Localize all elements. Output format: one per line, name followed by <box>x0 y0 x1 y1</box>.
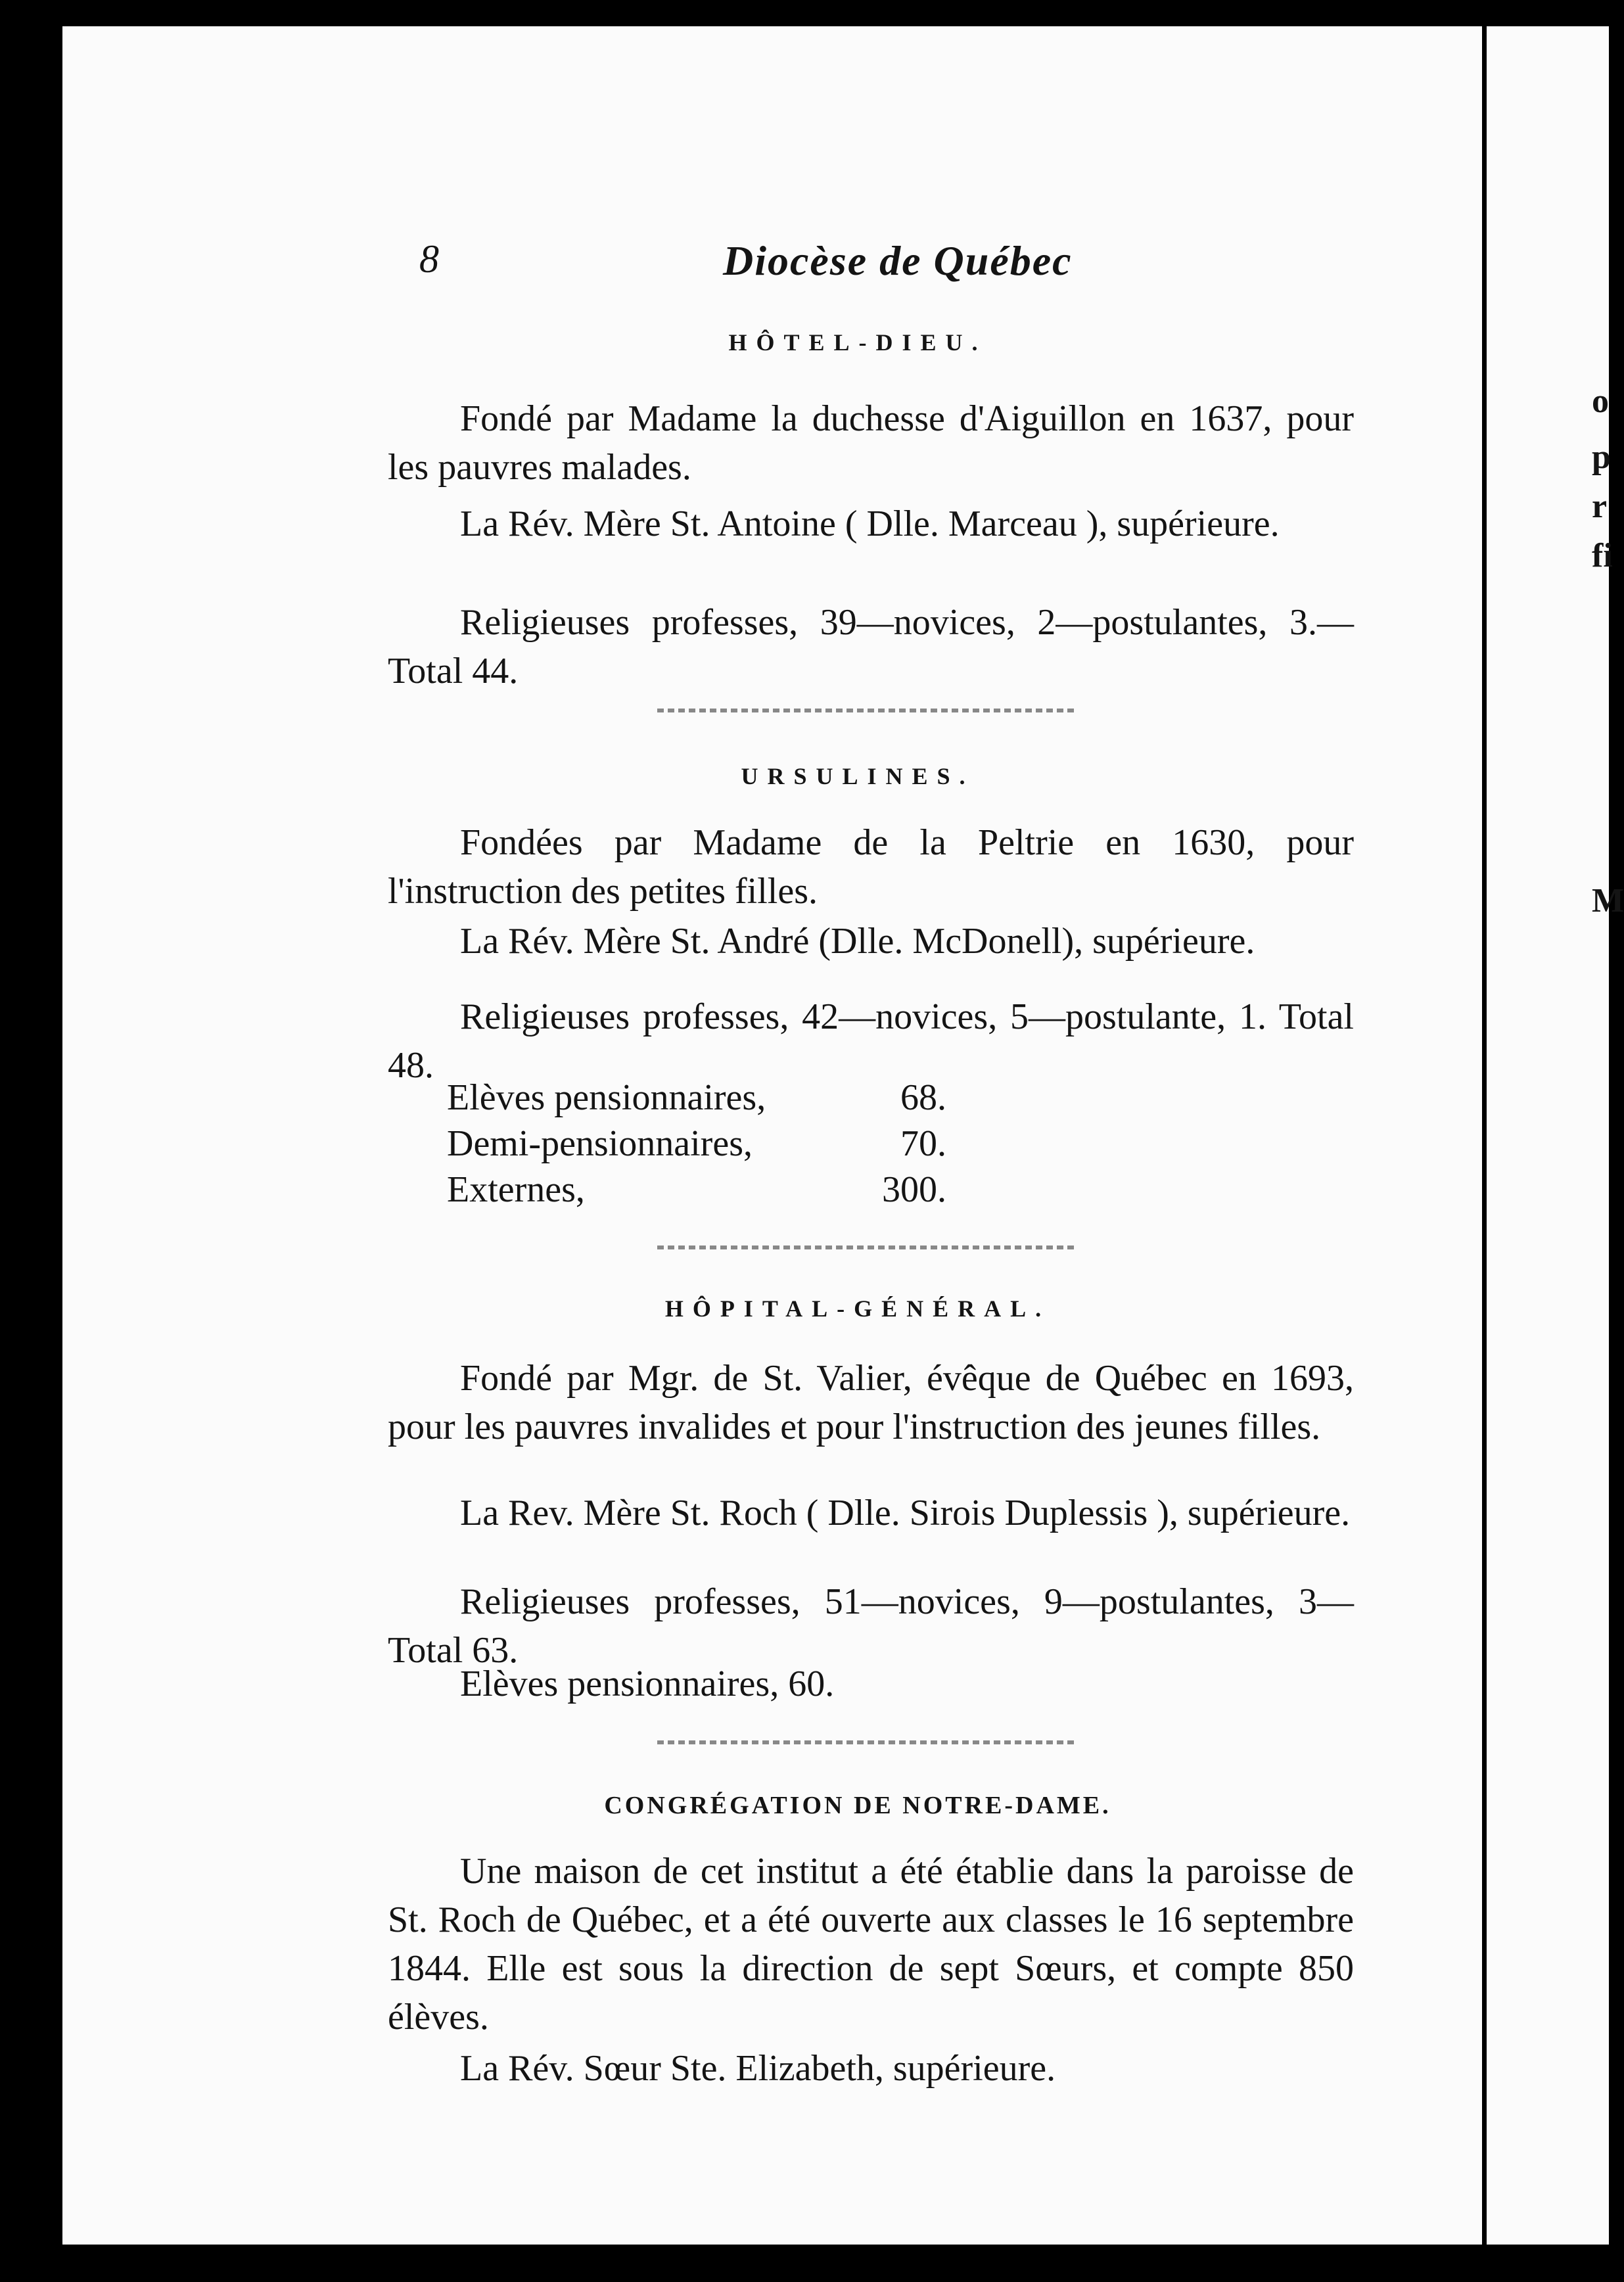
stat-value: 70. <box>900 1123 946 1164</box>
stat-label: Externes, <box>447 1169 585 1210</box>
stat-row-externes <box>447 1167 946 1213</box>
section-heading-hopital-general: HÔPITAL-GÉNÉRAL. <box>664 1295 1051 1322</box>
section-divider <box>657 1740 1078 1744</box>
paragraph: Religieuses professes, 39—novices, 2—postulantes, 3.—Total 44. <box>388 602 1354 691</box>
adjacent-page-fragment: M <box>1592 882 1624 920</box>
page-number: 8 <box>419 237 439 281</box>
adjacent-page-fragment: p <box>1592 438 1611 476</box>
paragraph: Religieuses professes, 42—novices, 5—postulante, 1. Total 48. <box>388 996 1354 1086</box>
paragraph: La Rév. Mère St. Antoine ( Dlle. Marceau ), supérieure. <box>460 503 1280 544</box>
section-heading-ursulines: URSULINES. <box>741 763 975 789</box>
stat-row-pensionnaires <box>447 1075 946 1121</box>
adjacent-page-fragment: o <box>1592 383 1609 420</box>
paragraph: Religieuses professes, 51—novices, 9—postulantes, 3—Total 63. <box>388 1581 1354 1671</box>
adjacent-page-fragment: fi <box>1592 537 1613 574</box>
paragraph: La Rév. Mère St. André (Dlle. McDonell), supérieure. <box>460 921 1255 962</box>
paragraph: Elèves pensionnaires, 60. <box>460 1664 835 1704</box>
paragraph: Fondé par Madame la duchesse d'Aiguillon en 1637, pour les pauvres malades. <box>388 398 1354 488</box>
stat-value: 300. <box>882 1169 946 1210</box>
paragraph: Fondé par Mgr. de St. Valier, évêque de Québec en 1693, pour les pauvres invalides et pour l'instruction des jeunes filles. <box>388 1358 1354 1447</box>
section-heading-hotel-dieu: HÔTEL-DIEU. <box>728 329 987 356</box>
section-divider <box>657 709 1078 712</box>
section-heading-congregation: CONGRÉGATION DE NOTRE-DAME. <box>604 1792 1111 1819</box>
paragraph: La Rév. Sœur Ste. Elizabeth, supérieure. <box>460 2048 1056 2089</box>
paragraph: Une maison de cet institut a été établie dans la paroisse de St. Roch de Québec, et a été ouverte aux classes le 16 septembre 1844. Elle est sous la direction de sept Sœurs, et compte 850 élèves. <box>388 1851 1354 2038</box>
stat-label: Demi-pensionnaires, <box>447 1123 753 1164</box>
paragraph: La Rev. Mère St. Roch ( Dlle. Sirois Duplessis ), supérieure. <box>460 1493 1351 1533</box>
stat-value: 68. <box>900 1077 946 1118</box>
section-divider <box>657 1246 1078 1249</box>
stat-label: Elèves pensionnaires, <box>447 1077 766 1118</box>
adjacent-page-fragment: r <box>1592 488 1608 525</box>
running-title: Diocèse de Québec <box>723 237 1073 284</box>
running-head <box>361 237 1347 289</box>
stat-row-demi-pensionnaires <box>447 1121 946 1167</box>
adjacent-page-edge <box>1487 26 1624 2245</box>
paragraph: Fondées par Madame de la Peltrie en 1630, pour l'instruction des petites filles. <box>388 822 1354 912</box>
